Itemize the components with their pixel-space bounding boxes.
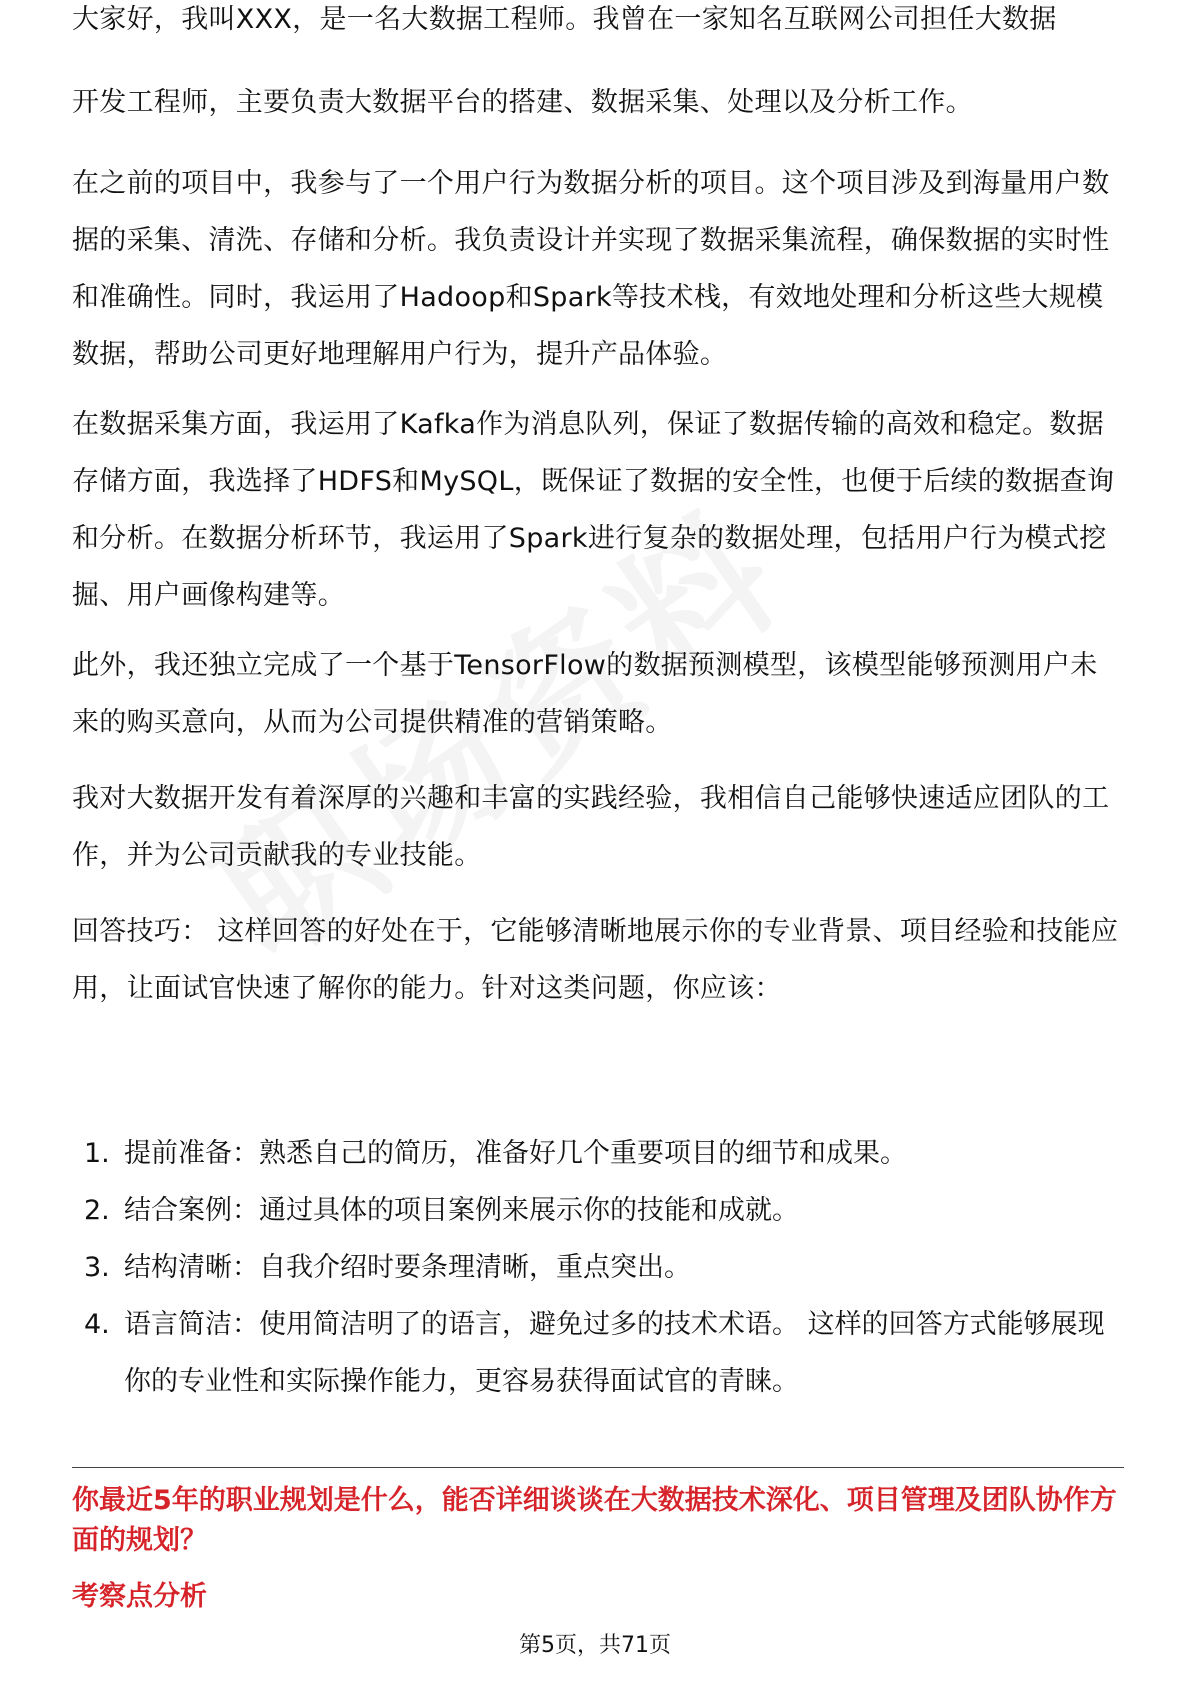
list-text: 提前准备：熟悉自己的简历，准备好几个重要项目的细节和成果。: [124, 1138, 907, 1169]
paragraph-project: 在之前的项目中，我参与了一个用户行为数据分析的项目。这个项目涉及到海量用户数据的采集、清洗、存储和分析。我负责设计并实现了数据采集流程，确保数据的实时性和准确性。同时，我运用了Hadoop和Spark等技术栈，有效地处理和分析这些大规模数据，帮助公司更好地理解用户行为，提升产品体验。: [72, 168, 1110, 370]
paragraph-tech: 在数据采集方面，我运用了Kafka作为消息队列，保证了数据传输的高效和稳定。数据存储方面，我选择了HDFS和MySQL，既保证了数据的安全性，也便于后续的数据查询和分析。在数据分析环节，我运用了Spark进行复杂的数据处理，包括用户行为模式挖掘、用户画像构建等。: [72, 409, 1115, 611]
paragraph-model: 此外，我还独立完成了一个基于TensorFlow的数据预测模型，该模型能够预测用户未来的购买意向，从而为公司提供精准的营销策略。: [72, 650, 1098, 738]
paragraph-cutoff-line: 大家好，我叫XXX，是一名大数据工程师。我曾在一家知名互联网公司担任大数据: [72, 4, 1057, 35]
list-item: [72, 1125, 1122, 1182]
list-number: 3.: [84, 1252, 110, 1283]
list-text: 结构清晰：自我介绍时要条理清晰，重点突出。: [124, 1252, 691, 1283]
section-divider: [72, 1467, 1124, 1468]
list-number: 2.: [84, 1195, 110, 1226]
list-item: [72, 1296, 1122, 1410]
page-number: 第5页，共71页: [519, 1633, 671, 1658]
paragraph-intro: 开发工程师，主要负责大数据平台的搭建、数据采集、处理以及分析工作。: [72, 87, 973, 118]
tips-list: [72, 1125, 1122, 1410]
list-text: 结合案例：通过具体的项目案例来展示你的技能和成就。: [124, 1195, 799, 1226]
list-item: [72, 1182, 1122, 1239]
next-question-heading: 你最近5年的职业规划是什么，能否详细谈谈在大数据技术深化、项目管理及团队协作方面的规划？: [72, 1485, 1117, 1556]
paragraph-summary: 我对大数据开发有着深厚的兴趣和丰富的实践经验，我相信自己能够快速适应团队的工作，并为公司贡献我的专业技能。: [72, 783, 1110, 871]
list-text: 语言简洁：使用简洁明了的语言，避免过多的技术术语。 这样的回答方式能够展现你的专业性和实际操作能力，更容易获得面试官的青睐。: [124, 1309, 1105, 1397]
paragraph-tips-intro: 回答技巧： 这样回答的好处在于，它能够清晰地展示你的专业背景、项目经验和技能应用，让面试官快速了解你的能力。针对这类问题，你应该：: [72, 916, 1119, 1004]
list-number: 1.: [84, 1138, 110, 1169]
analysis-heading: 考察点分析: [72, 1581, 207, 1612]
list-number: 4.: [84, 1309, 110, 1340]
list-item: [72, 1239, 1122, 1296]
